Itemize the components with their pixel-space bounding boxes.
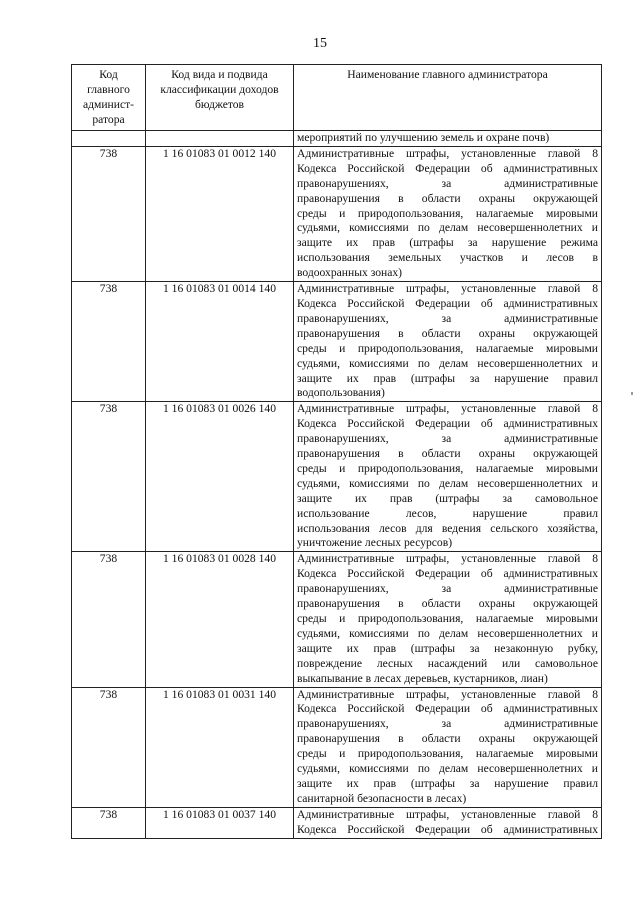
- empty-cell: [72, 131, 146, 147]
- name-line: судьями, комиссиями по делам несовершеннолетних и: [297, 221, 598, 235]
- admin-code-cell: 738: [72, 282, 146, 402]
- continuation-row: [72, 131, 602, 147]
- name-line: Кодекса Российской Федерации об административных: [297, 417, 598, 431]
- name-line: санитарной безопасности в лесах): [297, 791, 467, 805]
- name-line: среды и природопользования, налагаемые мировыми: [297, 747, 598, 761]
- name-line: повреждение лесных насаждений или самовольное: [297, 656, 598, 670]
- name-line: Административные штрафы, установленные главой 8: [297, 552, 598, 566]
- name-line: правонарушениях, за административные: [297, 717, 598, 731]
- table-row: [72, 146, 602, 281]
- name-line: правонарушениях, за административные: [297, 311, 598, 325]
- admin-name-cell: [294, 552, 602, 687]
- header-line: Наименование главного администратора: [347, 68, 548, 81]
- admin-name-cell: [294, 146, 602, 281]
- admin-code-cell: 738: [72, 687, 146, 807]
- name-line: использования земельных участков и лесов в: [297, 251, 598, 265]
- name-line: защите их прав (штрафы за незаконную рубку,: [297, 641, 598, 655]
- page-number: 15: [313, 36, 327, 51]
- table-row: [72, 282, 602, 402]
- name-line: Кодекса Российской Федерации об административных: [297, 296, 598, 310]
- name-line: водопользования): [297, 386, 385, 400]
- kbk-code-cell: 1 16 01083 01 0037 140: [146, 807, 294, 838]
- name-line: Кодекса Российской Федерации об административных: [297, 822, 598, 836]
- name-line: Административные штрафы, установленные главой 8: [297, 146, 598, 160]
- name-line: Кодекса Российской Федерации об административных: [297, 161, 598, 175]
- table-row: [72, 807, 602, 838]
- name-line: использования лесов для ведения сельского хозяйства,: [297, 521, 598, 535]
- admin-name-cell: [294, 282, 602, 402]
- name-line: среды и природопользования, налагаемые мировыми: [297, 206, 598, 220]
- header-admin-code: [72, 65, 146, 131]
- header-kbk: [146, 65, 294, 131]
- name-line: защите их прав (штрафы за нарушение режима: [297, 236, 598, 250]
- name-line: уничтожение лесных ресурсов): [297, 536, 453, 550]
- empty-cell: [146, 131, 294, 147]
- kbk-code-cell: 1 16 01083 01 0031 140: [146, 687, 294, 807]
- header-line: бюджетов: [194, 97, 245, 111]
- kbk-code-cell: 1 16 01083 01 0026 140: [146, 402, 294, 552]
- name-line: мероприятий по улучшению земель и охране почв): [297, 131, 550, 144]
- name-line: правонарушения в области охраны окружающей: [297, 732, 598, 746]
- name-line: правонарушениях, за административные: [297, 176, 598, 190]
- name-line: правонарушениях, за административные: [297, 582, 598, 596]
- scan-mark: [631, 392, 633, 395]
- name-line: защите их прав (штрафы за нарушение правил: [297, 776, 598, 790]
- name-line: водоохранных зонах): [297, 266, 403, 280]
- kbk-code-cell: 1 16 01083 01 0012 140: [146, 146, 294, 281]
- name-line: среды и природопользования, налагаемые мировыми: [297, 341, 598, 355]
- name-line: судьями, комиссиями по делам несовершеннолетних и: [297, 476, 598, 490]
- kbk-code-cell: 1 16 01083 01 0014 140: [146, 282, 294, 402]
- kbk-code-cell: 1 16 01083 01 0028 140: [146, 552, 294, 687]
- admin-name-cell: [294, 402, 602, 552]
- header-line: админист-: [82, 97, 135, 111]
- name-line: правонарушения в области охраны окружающей: [297, 191, 598, 205]
- name-line: судьями, комиссиями по делам несовершеннолетних и: [297, 762, 598, 776]
- name-line: среды и природопользования, налагаемые мировыми: [297, 612, 598, 625]
- table-row: [72, 687, 602, 807]
- admin-name-cell: [294, 807, 602, 838]
- name-line: Административные штрафы, установленные главой 8: [297, 687, 598, 701]
- name-line: Кодекса Российской Федерации об административных: [297, 702, 598, 716]
- header-line: Код вида и подвида: [171, 68, 268, 81]
- name-line: среды и природопользования, налагаемые мировыми: [297, 461, 598, 475]
- table-row: [72, 552, 602, 687]
- name-line: правонарушения в области охраны окружающей: [297, 447, 598, 461]
- name-line: защите их прав (штрафы за нарушение правил: [297, 371, 598, 385]
- name-line: Кодекса Российской Федерации об административных: [297, 567, 598, 581]
- admin-code-cell: 738: [72, 807, 146, 838]
- admin-code-cell: 738: [72, 146, 146, 281]
- name-line: выкапывание в лесах деревьев, кустарников, лиан): [297, 671, 548, 685]
- name-line: судьями, комиссиями по делам несовершеннолетних и: [297, 626, 598, 640]
- header-admin-name: [294, 65, 602, 131]
- header-line: главного: [87, 82, 130, 96]
- revenue-administrators-table: [71, 64, 602, 839]
- name-line: Административные штрафы, установленные главой 8: [297, 807, 598, 821]
- table-header-row: [72, 65, 602, 131]
- name-line: правонарушениях, за административные: [297, 432, 598, 446]
- header-line: классификации доходов: [160, 82, 279, 96]
- name-line: правонарушения в области охраны окружающей: [297, 597, 598, 611]
- admin-name-cell: [294, 687, 602, 807]
- name-line: судьями, комиссиями по делам несовершеннолетних и: [297, 356, 598, 370]
- name-line: Административные штрафы, установленные главой 8: [297, 402, 598, 416]
- header-line: ратора: [92, 112, 125, 126]
- name-line: Административные штрафы, установленные главой 8: [297, 282, 598, 296]
- admin-code-cell: 738: [72, 552, 146, 687]
- table-row: [72, 402, 602, 552]
- name-line: правонарушения в области охраны окружающей: [297, 326, 598, 340]
- admin-code-cell: 738: [72, 402, 146, 552]
- admin-name-continuation: [294, 131, 602, 147]
- name-line: защите их прав (штрафы за самовольное: [297, 491, 598, 505]
- name-line: использование лесов, нарушение правил: [297, 506, 598, 520]
- header-line: Код: [99, 68, 118, 81]
